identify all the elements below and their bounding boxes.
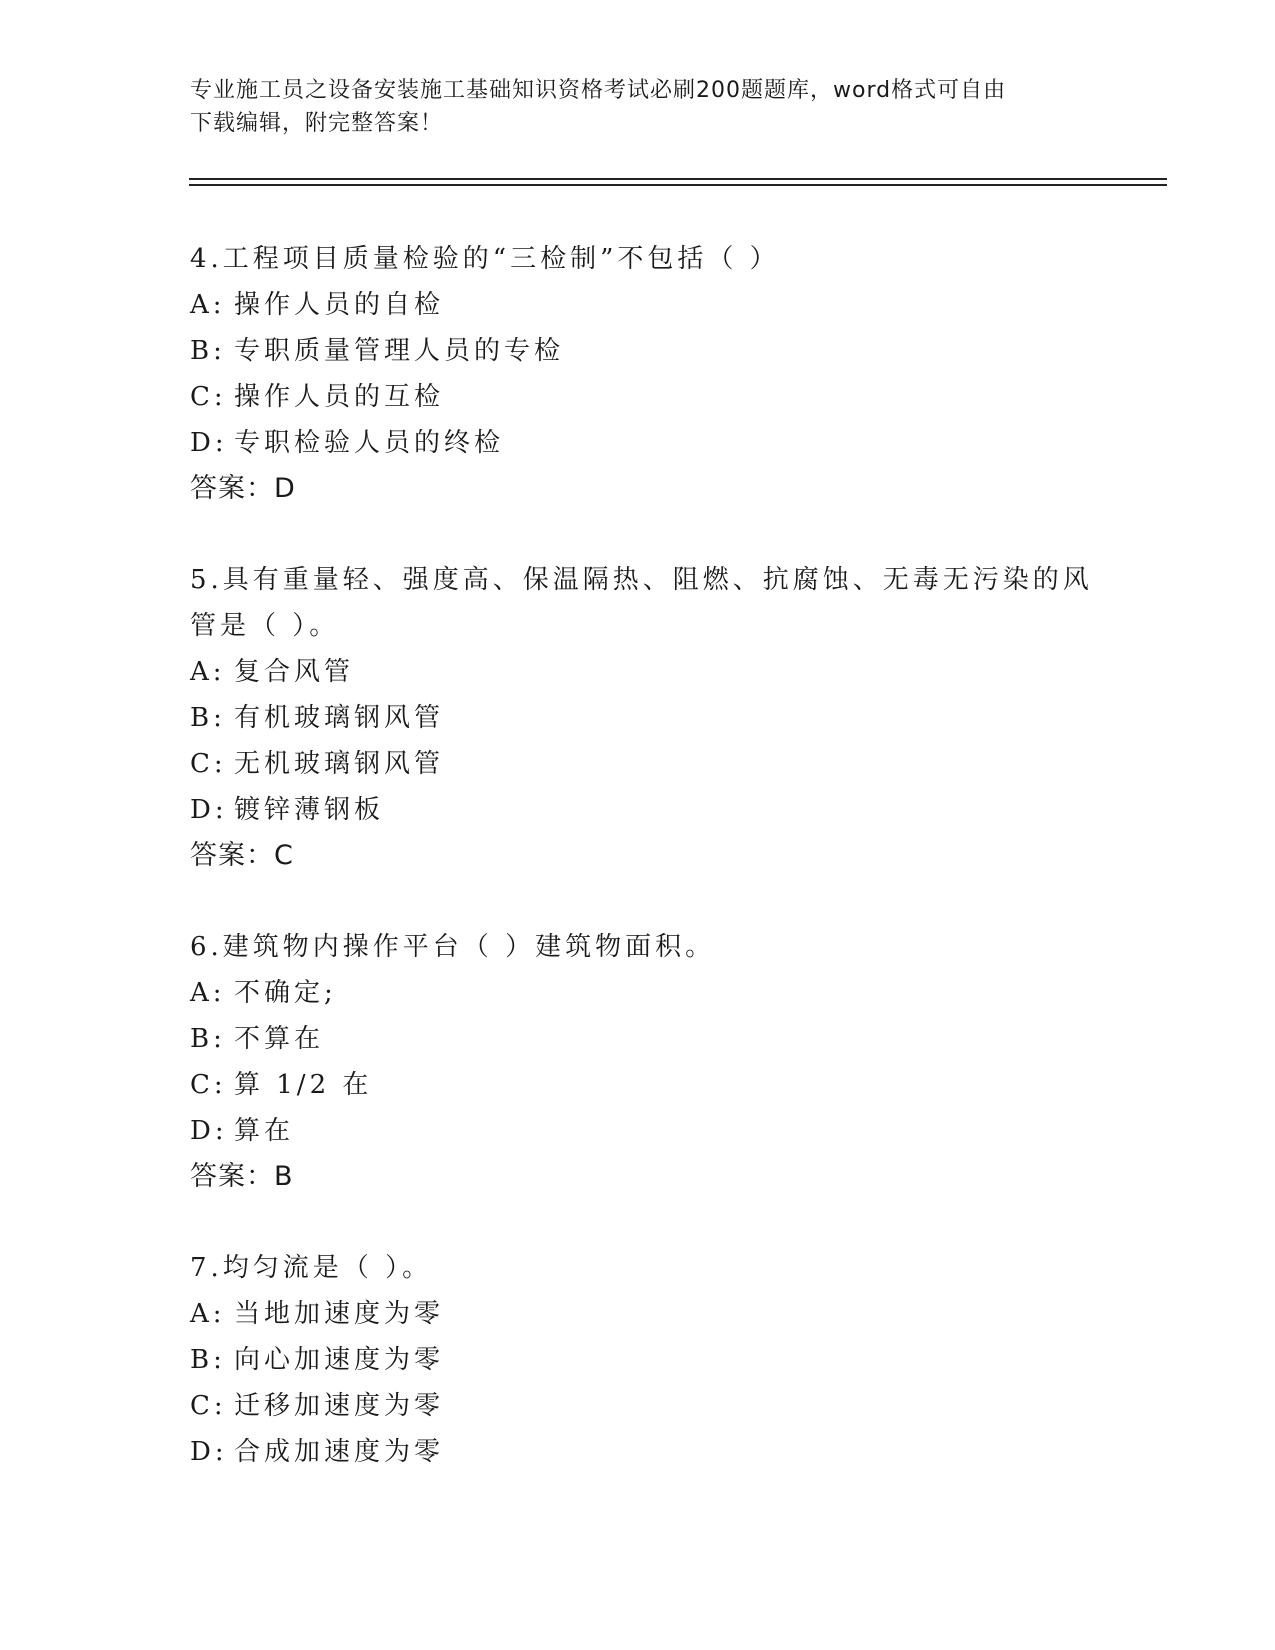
option-c <box>190 374 1090 420</box>
option-a <box>190 970 1090 1016</box>
option-b <box>190 328 1090 374</box>
option-text: 不算在 <box>234 1024 325 1054</box>
option-text: 无机玻璃钢风管 <box>234 749 445 779</box>
document-header <box>190 74 1090 140</box>
option-b <box>190 695 1090 741</box>
header-divider-bottom <box>189 184 1167 186</box>
option-key: B: <box>190 703 226 733</box>
option-key: B: <box>190 336 226 366</box>
header-title-line-1: 专业施工员之设备安装施工基础知识资格考试必刷200题题库，word格式可自由 <box>190 78 1007 103</box>
option-key: A: <box>190 290 226 320</box>
option-text: 合成加速度为零 <box>234 1437 445 1467</box>
question-stem: 7.均匀流是（ ）。 <box>190 1253 433 1283</box>
question-4 <box>190 236 1090 512</box>
header-title-line-2: 下载编辑，附完整答案！ <box>190 111 444 136</box>
option-key: C: <box>190 1070 227 1100</box>
answer-line: 答案：D <box>190 473 296 504</box>
option-c <box>190 1383 1090 1429</box>
option-text: 不确定; <box>234 978 337 1008</box>
option-key: C: <box>190 1391 227 1421</box>
option-key: A: <box>190 657 226 687</box>
question-list <box>190 236 1093 1520</box>
option-key: B: <box>190 1345 226 1375</box>
option-d <box>190 1429 1090 1475</box>
option-a <box>190 1291 1090 1337</box>
question-stem-line-2: 管是（ ）。 <box>190 611 340 641</box>
option-c <box>190 1062 1090 1108</box>
answer-line: 答案：C <box>190 840 294 871</box>
header-divider-top <box>189 178 1167 180</box>
option-c <box>190 741 1090 787</box>
question-stem-line-1: 5.具有重量轻、强度高、保温隔热、阻燃、抗腐蚀、无毒无污染的风 <box>190 565 1093 595</box>
option-text: 有机玻璃钢风管 <box>234 703 445 733</box>
option-text: 复合风管 <box>234 657 355 687</box>
option-text: 专职质量管理人员的专检 <box>234 336 565 366</box>
option-a <box>190 649 1090 695</box>
option-key: D: <box>190 795 228 825</box>
option-key: A: <box>190 978 226 1008</box>
option-text: 算在 <box>234 1116 295 1146</box>
option-text: 向心加速度为零 <box>234 1345 445 1375</box>
question-stem: 4.工程项目质量检验的“三检制”不包括（ ） <box>190 244 780 274</box>
option-d <box>190 420 1090 466</box>
question-6 <box>190 924 1090 1200</box>
option-d <box>190 1108 1090 1154</box>
option-a <box>190 282 1090 328</box>
option-key: B: <box>190 1024 226 1054</box>
option-b <box>190 1337 1090 1383</box>
option-key: A: <box>190 1299 226 1329</box>
option-key: D: <box>190 428 228 458</box>
option-text: 操作人员的互检 <box>234 382 445 412</box>
answer-line: 答案：B <box>190 1161 294 1192</box>
option-b <box>190 1016 1090 1062</box>
option-key: D: <box>190 1116 228 1146</box>
option-key: C: <box>190 749 227 779</box>
option-text: 算 1/2 在 <box>234 1070 373 1100</box>
question-7 <box>190 1245 1090 1475</box>
question-stem: 6.建筑物内操作平台（ ）建筑物面积。 <box>190 932 716 962</box>
question-5 <box>190 557 1093 879</box>
option-text: 镀锌薄钢板 <box>234 795 385 825</box>
option-d <box>190 787 1090 833</box>
option-text: 专职检验人员的终检 <box>234 428 505 458</box>
option-text: 操作人员的自检 <box>234 290 445 320</box>
option-key: D: <box>190 1437 228 1467</box>
option-text: 当地加速度为零 <box>234 1299 445 1329</box>
option-text: 迁移加速度为零 <box>234 1391 445 1421</box>
option-key: C: <box>190 382 227 412</box>
